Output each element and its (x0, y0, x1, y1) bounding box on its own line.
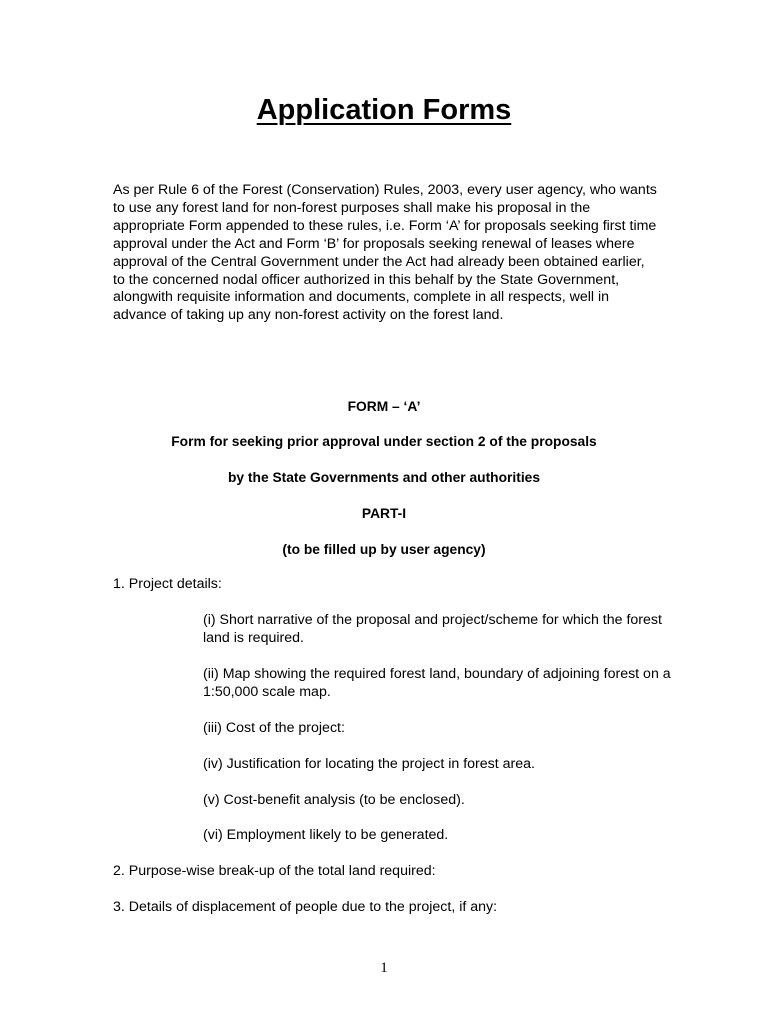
page-number: 1 (380, 960, 388, 976)
list-item-employment: (vi) Employment likely to be generated. (203, 827, 449, 843)
list-item-short-narrative: (i) Short narrative of the proposal and project/scheme for which the forest land is required. (203, 612, 662, 646)
list-item-map: (ii) Map showing the required forest land, boundary of adjoining forest on a 1:50,000 scale map. (203, 666, 671, 700)
list-item-land-breakup: 2. Purpose-wise break-up of the total land required: (113, 863, 436, 879)
form-heading: FORM – ‘A’ (347, 399, 421, 414)
part-label: PART-I (361, 506, 407, 521)
list-item-cost-benefit: (v) Cost-benefit analysis (to be enclosed). (203, 792, 465, 808)
list-item-displacement: 3. Details of displacement of people due to the project, if any: (113, 899, 498, 915)
list-item-cost: (iii) Cost of the project: (203, 720, 345, 736)
list-item-project-details: 1. Project details: (113, 576, 222, 592)
page-title: Application Forms (256, 94, 512, 126)
intro-paragraph: As per Rule 6 of the Forest (Conservation) Rules, 2003, every user agency, who wants to use any forest land for non-forest purposes shall make his proposal in the appropriate Form appended to these rules, i.e. Form ‘A’ for proposals seeking first time approval under the Act and Form ‘B’ for proposals seeking renewal of leases where approval of the Central Government under the Act had already been obtained earlier, to the concerned nodal officer authorized in this behalf by the State Government, alongwith requisite information and documents, complete in all respects, well in advance of taking up any non-forest activity on the forest land. (113, 182, 657, 324)
part-note: (to be filled up by user agency) (282, 542, 486, 557)
form-subheading-2: by the State Governments and other authorities (227, 470, 541, 485)
list-item-justification: (iv) Justification for locating the project in forest area. (203, 756, 535, 772)
form-subheading-1: Form for seeking prior approval under section 2 of the proposals (171, 434, 597, 449)
